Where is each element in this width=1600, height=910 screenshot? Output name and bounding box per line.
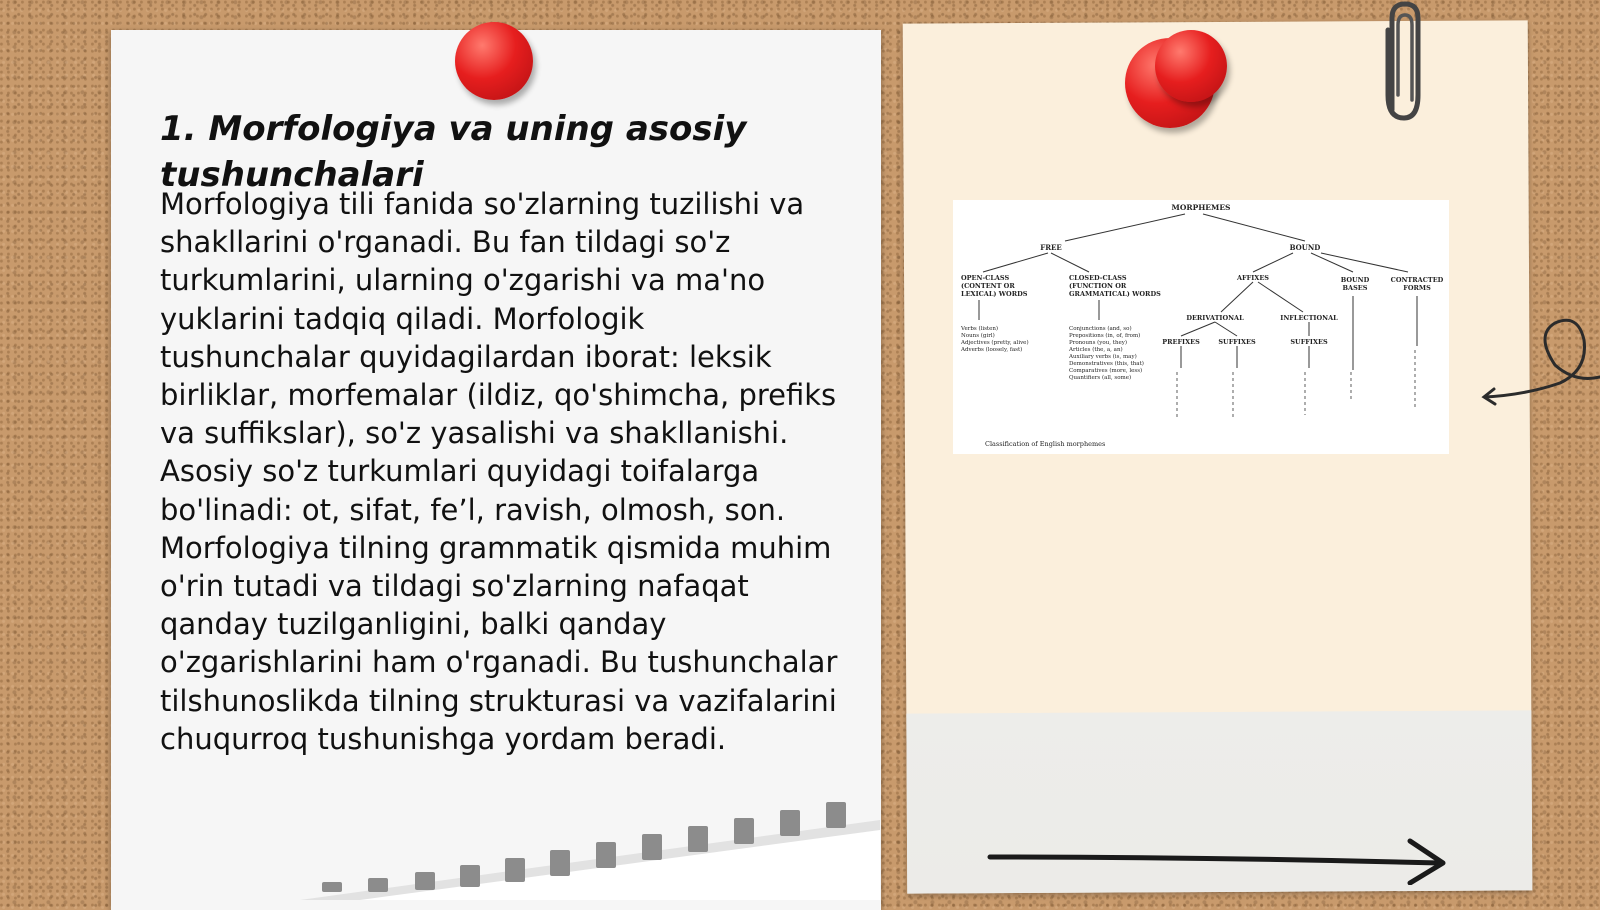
diagram-closed-item: Quantifiers (all, some) bbox=[1069, 375, 1132, 381]
diagram-closed-class-label: GRAMMATICAL) WORDS bbox=[1069, 290, 1161, 298]
diagram-prefixes-label: PREFIXES bbox=[1162, 338, 1200, 346]
diagram-closed-item: Demonstratives (this, that) bbox=[1069, 361, 1144, 367]
diagram-open-item: Verbs (listen) bbox=[961, 326, 999, 332]
diagram-open-class-label: OPEN-CLASS bbox=[961, 274, 1010, 282]
diagram-suffixes-label: SUFFIXES bbox=[1218, 338, 1256, 346]
diagram-closed-item: Auxiliary verbs (is, may) bbox=[1069, 354, 1137, 360]
diagram-bound-label: BOUND bbox=[1289, 243, 1321, 252]
diagram-open-class-label: LEXICAL) WORDS bbox=[961, 290, 1028, 298]
diagram-suffixes-label: SUFFIXES bbox=[1290, 338, 1328, 346]
diagram-free-label: FREE bbox=[1040, 243, 1062, 252]
pushpin-icon bbox=[455, 22, 533, 100]
diagram-closed-item: Pronouns (you, they) bbox=[1069, 340, 1128, 346]
diagram-affixes-label: AFFIXES bbox=[1236, 274, 1270, 282]
diagram-closed-item: Comparatives (more, less) bbox=[1069, 368, 1143, 374]
diagram-closed-class-label: CLOSED-CLASS bbox=[1069, 274, 1127, 282]
paperclip-icon bbox=[1378, 0, 1428, 125]
slide-body-text: Morfologiya tili fanida so'zlarning tuzilishi va shakllarini o'rganadi. Bu fan tildagi so'z turkumlarini, ularning o'zgarishi va ma'no yuklarini tadqiq qiladi. Morfologik tushunchalar quyidagilardan iborat: leksik birliklar, morfemalar (ildiz, qo'shimcha, prefiks va suffikslar), so'z yasalishi va shakllanishi. Asosiy so'z turkumlari quyidagi toifalarga bo'linadi: ot, sifat, fe’l, ravish, olmosh, son. Morfologiya tilning grammatik qismida muhim o'rin tutadi va tildagi so'zlarning nafaqat qanday tuzilganligini, balki qanday o'zgarishlarini ham o'rganadi. Bu tushunchalar tilshunoslikda tilning strukturasi va vazifalarini chuqurroq tushunishga yordam beradi. bbox=[160, 187, 838, 756]
right-paper-note bbox=[903, 20, 1533, 893]
torn-paper-edge bbox=[300, 800, 880, 900]
diagram-bound-bases-label: BASES bbox=[1342, 284, 1368, 292]
diagram-contracted-forms-label: FORMS bbox=[1403, 284, 1431, 292]
diagram-contracted-forms-label: CONTRACTED bbox=[1390, 276, 1444, 284]
diagram-root-label: MORPHEMES bbox=[1171, 203, 1231, 212]
diagram-inflectional-label: INFLECTIONAL bbox=[1280, 314, 1338, 322]
diagram-derivational-label: DERIVATIONAL bbox=[1186, 314, 1244, 322]
diagram-closed-class-label: (FUNCTION OR bbox=[1069, 282, 1127, 290]
arrow-right-icon bbox=[985, 835, 1450, 885]
slide-title: 1. Morfologiya va uning asosiy tushunchalari bbox=[160, 109, 747, 195]
diagram-caption: Classification of English morphemes bbox=[985, 440, 1106, 448]
diagram-closed-item: Conjunctions (and, so) bbox=[1069, 326, 1132, 332]
diagram-open-class-label: (CONTENT OR bbox=[961, 282, 1015, 290]
diagram-open-item: Adverbs (loosely, fast) bbox=[961, 347, 1023, 353]
diagram-open-item: Adjectives (pretty, alive) bbox=[961, 340, 1029, 346]
morphemes-tree-diagram bbox=[953, 200, 1449, 454]
diagram-closed-item: Prepositions (in, of, from) bbox=[1069, 333, 1141, 339]
diagram-bound-bases-label: BOUND bbox=[1340, 276, 1370, 284]
swirl-arrow-icon bbox=[1480, 305, 1600, 415]
pushpin-icon bbox=[1155, 30, 1227, 102]
diagram-closed-item: Articles (the, a, an) bbox=[1069, 347, 1123, 353]
diagram-open-item: Nouns (girl) bbox=[961, 333, 995, 339]
